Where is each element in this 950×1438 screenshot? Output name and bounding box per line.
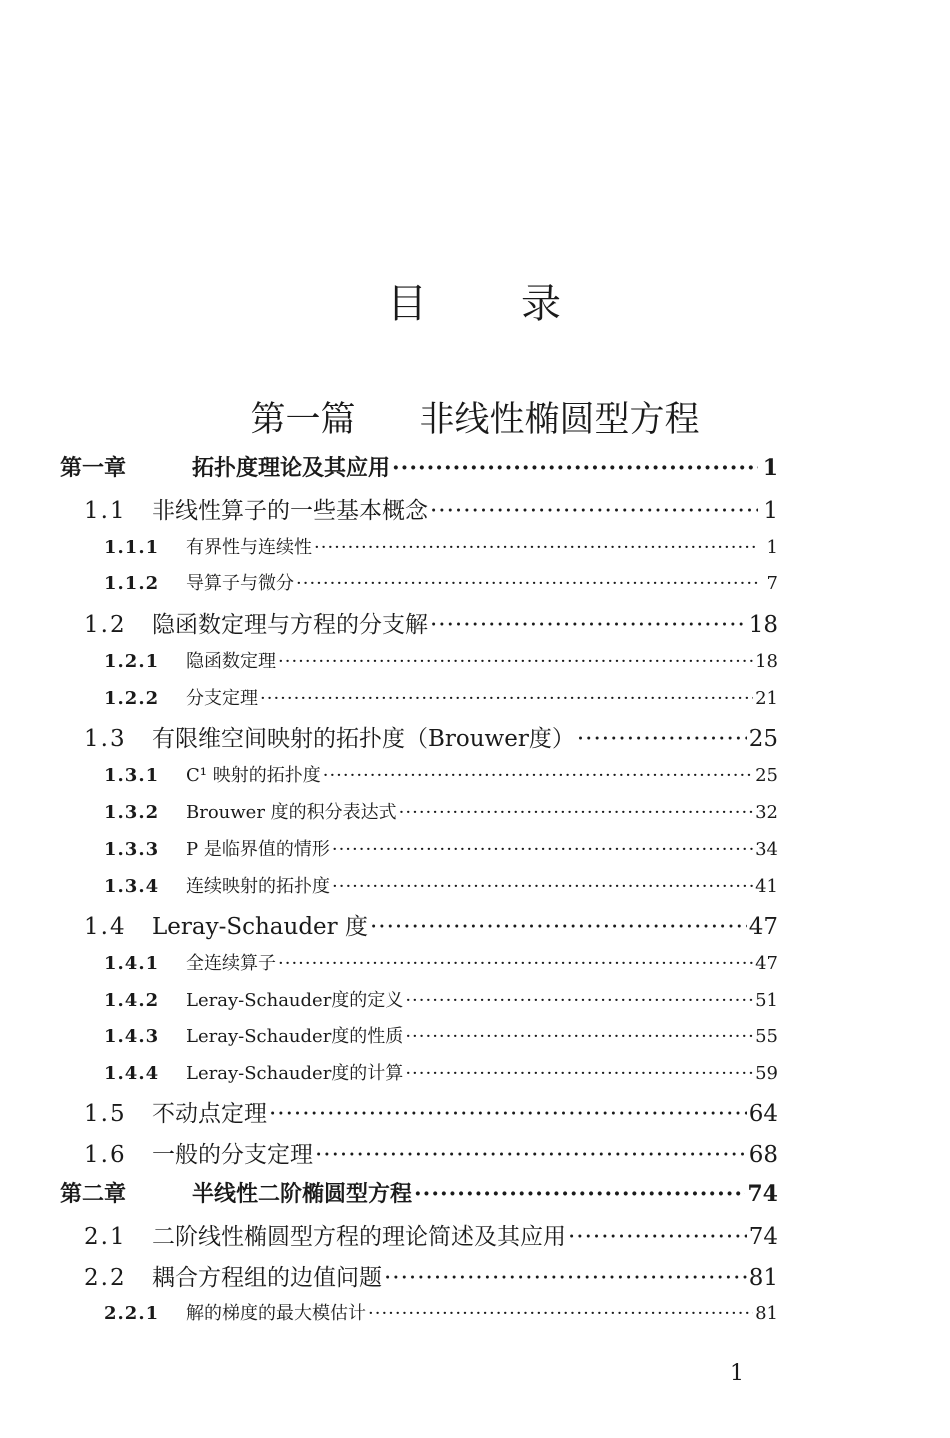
- entry-number: 第二章: [60, 1181, 127, 1207]
- entry-page: 1: [766, 537, 778, 558]
- entry-title: Leray-Schauder 度: [152, 914, 368, 940]
- leader-dots: [278, 651, 753, 672]
- entry-page: 7: [766, 573, 778, 594]
- entry-page: 34: [755, 839, 778, 860]
- entry-page: 32: [755, 802, 778, 823]
- entry-title: Leray-Schauder度的计算: [186, 1063, 404, 1084]
- entry-title: 拓扑度理论及其应用: [192, 455, 391, 481]
- leader-dots: [296, 573, 758, 594]
- entry-page: 18: [748, 612, 778, 638]
- toc-entry[interactable]: [84, 908, 778, 941]
- leader-dots: [405, 1026, 753, 1047]
- entry-number: 1.3.2: [104, 802, 160, 823]
- entry-title: 不动点定理: [152, 1101, 267, 1127]
- entry-title: 全连续算子: [186, 953, 276, 974]
- page-number: 1: [730, 1361, 744, 1386]
- leader-dots: [414, 1181, 745, 1207]
- entry-title: 半线性二阶椭圆型方程: [192, 1181, 413, 1207]
- entry-page: 74: [747, 1181, 778, 1207]
- entry-number: 1.1: [84, 498, 127, 524]
- leader-dots: [399, 802, 753, 823]
- entry-title: 导算子与微分: [186, 573, 294, 594]
- toc-entry[interactable]: [104, 647, 778, 673]
- leader-dots: [332, 839, 753, 860]
- entry-page: 18: [755, 651, 778, 672]
- part-number: 第一篇: [250, 400, 356, 440]
- toc-entry[interactable]: [104, 1022, 778, 1048]
- entry-page: 21: [755, 688, 778, 709]
- toc-entry[interactable]: [104, 1059, 778, 1085]
- entry-number: 2.1: [84, 1224, 127, 1250]
- toc-entry[interactable]: [84, 492, 778, 525]
- toc-entry[interactable]: [104, 569, 778, 595]
- leader-dots: [260, 688, 753, 709]
- toc-entry[interactable]: [104, 872, 778, 898]
- leader-dots: [269, 1101, 747, 1127]
- leader-dots: [430, 498, 758, 524]
- entry-number: 1.3.4: [104, 876, 160, 897]
- leader-dots: [323, 765, 753, 786]
- entry-title: 分支定理: [186, 688, 258, 709]
- entry-page: 1: [762, 455, 778, 481]
- toc-entry[interactable]: [60, 1177, 778, 1208]
- toc-entry[interactable]: [104, 949, 778, 975]
- entry-page: 81: [755, 1303, 778, 1324]
- leader-dots: [405, 990, 753, 1011]
- entry-title: 隐函数定理: [186, 651, 276, 672]
- entry-number: 1.2.2: [104, 688, 160, 709]
- leader-dots: [315, 1142, 747, 1168]
- entry-page: 41: [755, 876, 778, 897]
- entry-page: 47: [755, 953, 778, 974]
- entry-title: 有限维空间映射的拓扑度（Brouwer度）: [152, 726, 575, 752]
- entry-title: 连续映射的拓扑度: [186, 876, 330, 897]
- entry-title: 解的梯度的最大模估计: [186, 1303, 366, 1324]
- leader-dots: [368, 1303, 753, 1324]
- entry-page: 1: [763, 498, 778, 524]
- entry-number: 1.4.2: [104, 990, 160, 1011]
- leader-dots: [430, 612, 747, 638]
- entry-number: 1.1.2: [104, 573, 160, 594]
- entry-number: 1.3: [84, 726, 127, 752]
- toc-entry[interactable]: [104, 986, 778, 1012]
- entry-number: 1.5: [84, 1101, 127, 1127]
- leader-dots: [314, 537, 758, 558]
- entry-number: 1.3.1: [104, 765, 160, 786]
- toc-entry[interactable]: [104, 533, 778, 559]
- entry-title: 有界性与连续性: [186, 537, 312, 558]
- toc-entry[interactable]: [104, 761, 778, 787]
- toc-entry[interactable]: [104, 684, 778, 710]
- entry-number: 2.2: [84, 1265, 127, 1291]
- entry-page: 47: [748, 914, 778, 940]
- entry-page: 55: [755, 1026, 778, 1047]
- entry-page: 64: [748, 1101, 778, 1127]
- toc-entry[interactable]: [60, 451, 778, 482]
- entry-number: 1.2: [84, 612, 127, 638]
- leader-dots: [392, 455, 758, 481]
- entry-number: 2.2.1: [104, 1303, 160, 1324]
- toc-entry[interactable]: [84, 1218, 778, 1251]
- entry-number: 1.1.1: [104, 537, 160, 558]
- entry-page: 51: [755, 990, 778, 1011]
- leader-dots: [577, 726, 747, 752]
- leader-dots: [278, 953, 753, 974]
- toc-entry[interactable]: [84, 1136, 778, 1169]
- leader-dots: [370, 914, 747, 940]
- entry-title: Brouwer 度的积分表达式: [186, 802, 397, 823]
- leader-dots: [405, 1063, 753, 1084]
- entry-title: 二阶线性椭圆型方程的理论简述及其应用: [152, 1224, 566, 1250]
- toc-entry[interactable]: [84, 1259, 778, 1292]
- entry-title: P 是临界值的情形: [186, 839, 330, 860]
- toc-entry[interactable]: [84, 606, 778, 639]
- entry-number: 第一章: [60, 455, 127, 481]
- entry-number: 1.4: [84, 914, 127, 940]
- entry-title: C¹ 映射的拓扑度: [186, 765, 321, 786]
- entry-page: 59: [755, 1063, 778, 1084]
- entry-number: 1.3.3: [104, 839, 160, 860]
- entry-page: 25: [755, 765, 778, 786]
- entry-page: 74: [748, 1224, 778, 1250]
- entry-title: 非线性算子的一些基本概念: [152, 498, 428, 524]
- title-char-left: 目: [387, 281, 429, 327]
- toc-entry[interactable]: [104, 798, 778, 824]
- entry-number: 1.4.3: [104, 1026, 160, 1047]
- part-name: 非线性椭圆型方程: [419, 400, 700, 440]
- leader-dots: [332, 876, 753, 897]
- entry-number: 1.6: [84, 1142, 127, 1168]
- entry-page: 81: [748, 1265, 778, 1291]
- entry-title: Leray-Schauder度的性质: [186, 1026, 404, 1047]
- leader-dots: [384, 1265, 747, 1291]
- toc-entry[interactable]: [104, 835, 778, 861]
- toc-entry[interactable]: [104, 1299, 778, 1325]
- entry-page: 68: [748, 1142, 778, 1168]
- entry-title: Leray-Schauder度的定义: [186, 990, 404, 1011]
- toc-entry[interactable]: [84, 720, 778, 753]
- entry-title: 耦合方程组的边值问题: [152, 1265, 382, 1291]
- leader-dots: [568, 1224, 747, 1250]
- entry-number: 1.2.1: [104, 651, 160, 672]
- title-char-right: 录: [521, 281, 563, 327]
- entry-page: 25: [748, 726, 778, 752]
- entry-number: 1.4.4: [104, 1063, 160, 1084]
- entry-title: 一般的分支定理: [152, 1142, 313, 1168]
- entry-title: 隐函数定理与方程的分支解: [152, 612, 428, 638]
- toc-entry[interactable]: [84, 1095, 778, 1128]
- entry-number: 1.4.1: [104, 953, 160, 974]
